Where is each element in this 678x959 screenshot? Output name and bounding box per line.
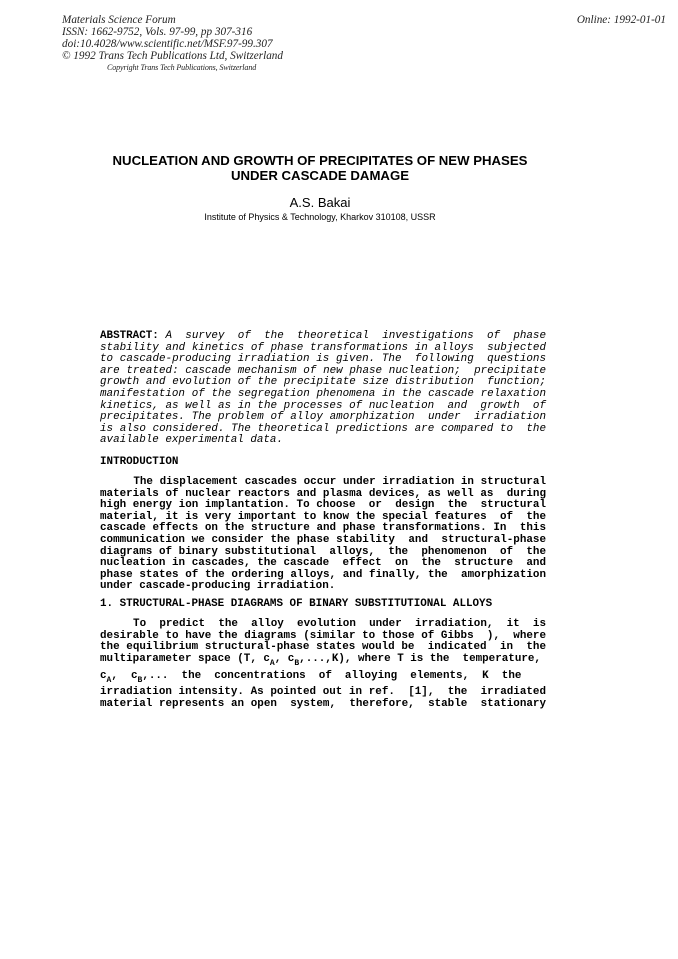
abstract-label: ABSTRACT: bbox=[100, 330, 159, 342]
abstract-line: are treated: cascade mechanism of new phase nucleation; precipitate bbox=[100, 364, 546, 377]
body-line: communication we consider the phase stability and structural-phase bbox=[100, 533, 546, 546]
title-line-1: NUCLEATION AND GROWTH OF PRECIPITATES OF NEW PHASES bbox=[112, 153, 528, 168]
introduction-heading: INTRODUCTION bbox=[100, 456, 179, 468]
body-line-with-subscripts bbox=[100, 654, 546, 666]
text-run: c bbox=[100, 670, 107, 683]
issn-line: ISSN: 1662-9752, Vols. 97-99, pp 307-316 bbox=[62, 26, 253, 38]
section-1-body bbox=[100, 619, 546, 710]
paper-title bbox=[0, 153, 640, 183]
body-line: high energy ion implantation. To choose or design the structural bbox=[100, 499, 546, 512]
online-date: Online: 1992-01-01 bbox=[576, 14, 666, 26]
body-line: The displacement cascades occur under irradiation in structural bbox=[100, 476, 546, 488]
text-run: ,... the concentrations of alloying elements, K the bbox=[142, 670, 522, 683]
doi-line: doi:10.4028/www.scientific.net/MSF.97-99.307 bbox=[62, 38, 273, 50]
body-line: material, it is very important to know the special features of the bbox=[100, 510, 546, 523]
section-1-heading: 1. STRUCTURAL-PHASE DIAGRAMS OF BINARY SUBSTITUTIONAL ALLOYS bbox=[100, 598, 493, 610]
text-run: ,...,K), where T is the temperature, bbox=[299, 652, 541, 665]
title-line-2: UNDER CASCADE DAMAGE bbox=[230, 168, 410, 183]
body-line: under cascade-producing irradiation. bbox=[100, 580, 336, 593]
subscript: A bbox=[106, 676, 112, 686]
body-line: To predict the alloy evolution under irradiation, it is bbox=[100, 618, 546, 630]
abstract-line: kinetics, as well as in the processes of nucleation and growth of bbox=[100, 399, 546, 412]
subscript: B bbox=[137, 676, 143, 686]
copyright-stamp: Copyright Trans Tech Publications, Switzerland bbox=[107, 63, 257, 72]
subscript: B bbox=[294, 658, 300, 668]
subscript: A bbox=[269, 658, 275, 668]
publisher-line: © 1992 Trans Tech Publications Ltd, Switzerland bbox=[62, 50, 283, 62]
author: A.S. Bakai bbox=[289, 195, 351, 210]
body-line-with-subscripts bbox=[100, 670, 546, 686]
body-line: material represents an open system, therefore, stable stationary bbox=[100, 697, 546, 710]
abstract-line: is also considered. The theoretical predictions are compared to the bbox=[100, 422, 546, 435]
abstract-line: to cascade-producing irradiation is given. The following questions bbox=[100, 353, 546, 366]
abstract-line: A survey of the theoretical investigations of phase bbox=[158, 330, 546, 342]
body-line: materials of nuclear reactors and plasma devices, as well as during bbox=[100, 487, 546, 500]
text-run: , c bbox=[111, 670, 138, 683]
body-line: desirable to have the diagrams (similar to those of Gibbs ), where bbox=[100, 629, 546, 642]
abstract bbox=[100, 331, 546, 447]
body-line: cascade effects on the structure and phase transformations. In this bbox=[100, 522, 546, 535]
abstract-line: growth and evolution of the precipitate size distribution function; bbox=[100, 376, 546, 389]
body-line: the equilibrium structural-phase states would be indicated in the bbox=[100, 641, 546, 654]
text-run: multiparameter space (T, c bbox=[100, 652, 270, 665]
abstract-line: stability and kinetics of phase transformations in alloys subjected bbox=[100, 341, 546, 354]
body-line: diagrams of binary substitutional alloys, the phenomenon of the bbox=[100, 545, 546, 558]
journal-header bbox=[62, 14, 283, 62]
text-run: , c bbox=[274, 652, 295, 665]
affiliation: Institute of Physics & Technology, Kharkov 310108, USSR bbox=[204, 212, 436, 222]
journal-name: Materials Science Forum bbox=[62, 14, 176, 26]
introduction-body bbox=[100, 477, 546, 593]
abstract-line: available experimental data. bbox=[100, 434, 283, 447]
body-line: nucleation in cascades, the cascade effect on the structure and bbox=[100, 557, 546, 570]
abstract-line: manifestation of the segregation phenomena in the cascade relaxation bbox=[100, 387, 546, 400]
body-line: phase states of the ordering alloys, and finally, the amorphization bbox=[100, 568, 546, 581]
abstract-line: precipitates. The problem of alloy amorphization under irradiation bbox=[100, 411, 546, 424]
body-line: irradiation intensity. As pointed out in ref. [1], the irradiated bbox=[100, 685, 546, 698]
